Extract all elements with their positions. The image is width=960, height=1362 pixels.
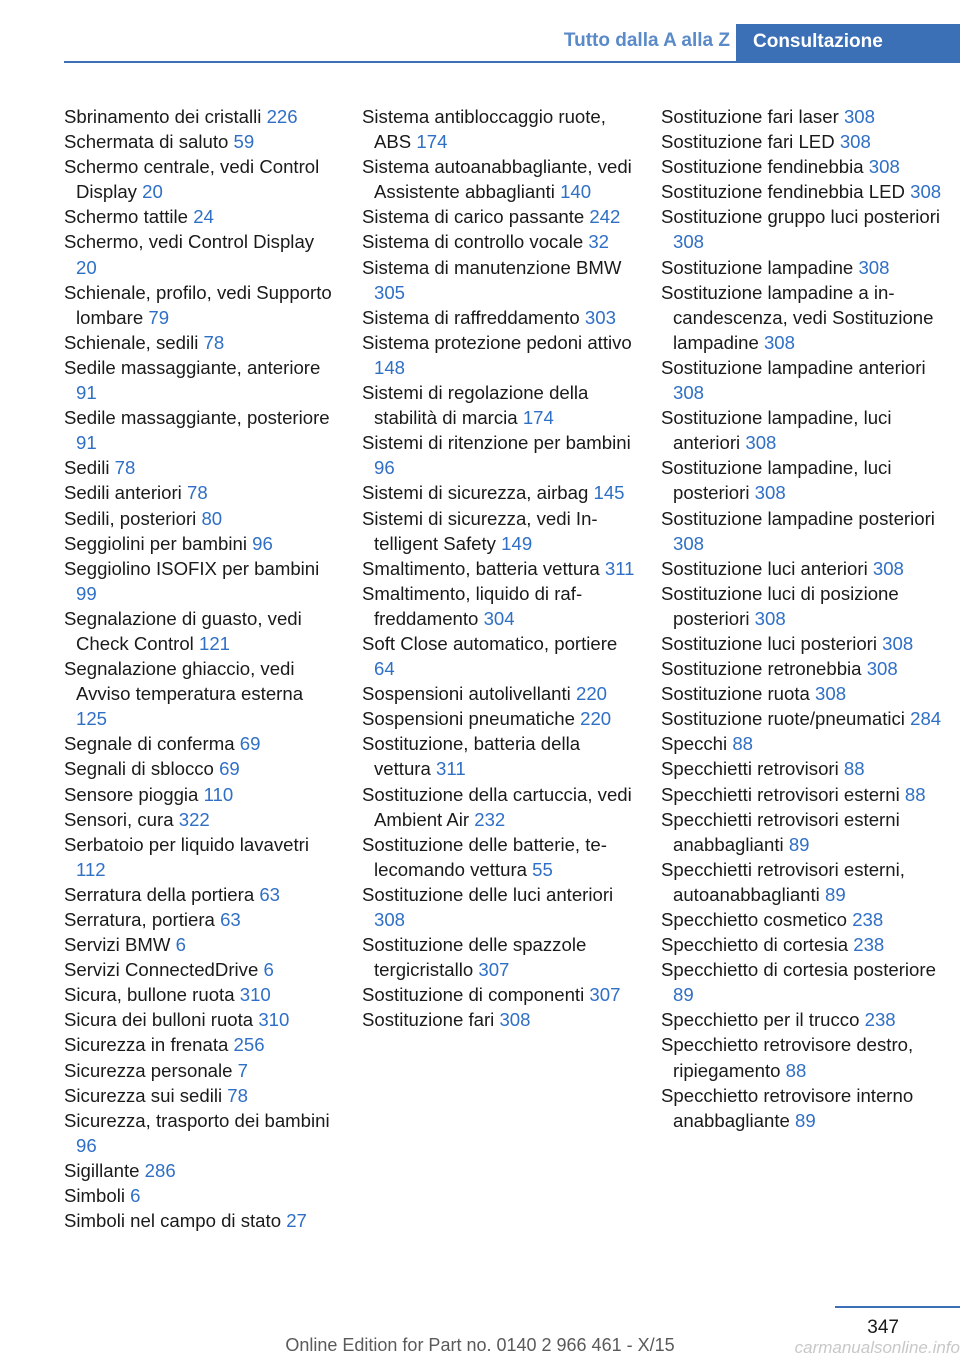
index-term: Serratura della portiera xyxy=(64,883,255,905)
index-term: Sostituzione delle luci anteriori xyxy=(362,883,614,905)
watermark: carmanualsonline.info xyxy=(794,1338,960,1357)
page-reference-link[interactable]: 121 xyxy=(198,632,231,654)
page-reference-link[interactable]: 307 xyxy=(589,984,621,1006)
index-term: Specchietto cosmetico xyxy=(661,909,848,930)
page-reference-link[interactable]: 148 xyxy=(374,356,406,378)
index-term: Sostituzione luci posteriori xyxy=(661,632,877,654)
index-entry xyxy=(362,154,637,204)
index-entry xyxy=(661,405,951,455)
page-reference-link[interactable]: 69 xyxy=(239,733,261,755)
index-term: Sedili xyxy=(64,457,110,479)
page-reference-link[interactable]: 308 xyxy=(673,382,705,404)
index-term: Schermo centrale, vedi Control Display xyxy=(64,156,320,203)
page-reference-link[interactable]: 226 xyxy=(266,106,298,127)
index-term: Sostituzione retronebbia xyxy=(661,658,862,680)
page-reference-link[interactable]: 6 xyxy=(130,1185,141,1207)
index-entry xyxy=(64,556,339,606)
index-entry xyxy=(661,179,951,204)
index-term: Sostituzione fari LED xyxy=(661,131,835,153)
page-reference-link[interactable]: 286 xyxy=(144,1159,176,1181)
index-entry xyxy=(64,606,339,656)
index-entry xyxy=(661,255,951,280)
page-reference-link[interactable]: 91 xyxy=(76,432,97,454)
page-reference-link[interactable]: 112 xyxy=(76,858,106,880)
index-term: Sospensioni pneumatiche xyxy=(362,708,575,730)
index-entry xyxy=(661,129,951,154)
page-reference-link[interactable]: 78 xyxy=(203,331,225,353)
page-reference-link[interactable]: 80 xyxy=(201,507,223,529)
index-term: Sicura dei bulloni ruota xyxy=(64,1009,254,1031)
index-entry xyxy=(661,957,951,1007)
index-entry xyxy=(362,982,637,1007)
index-entry xyxy=(64,1183,339,1208)
page-reference-link[interactable]: 88 xyxy=(732,733,754,755)
page-reference-link[interactable]: 305 xyxy=(374,281,406,303)
index-column-3 xyxy=(661,104,951,1133)
index-term: Sostituzione della cartuccia, vedi Ambient Air xyxy=(362,783,632,830)
index-entry xyxy=(64,330,339,355)
index-term: Sostituzione fendinebbia xyxy=(661,156,864,178)
page-reference-link[interactable]: 308 xyxy=(763,331,795,353)
index-term: Simboli nel campo di stato xyxy=(64,1210,282,1232)
index-term: Servizi ConnectedDrive xyxy=(64,959,259,981)
index-term: Sensori, cura xyxy=(64,808,174,830)
index-term: Seggiolini per bambini xyxy=(64,532,247,554)
index-entry xyxy=(64,204,339,229)
footer-rule xyxy=(835,1306,960,1308)
index-term: Specchietti retrovisori esterni anabbaglianti xyxy=(661,808,900,855)
index-term: Seggiolino ISOFIX per bambini xyxy=(64,557,320,579)
page-reference-link[interactable]: 140 xyxy=(560,181,592,203)
index-entry xyxy=(362,480,637,505)
index-term: Sistemi di sicurezza, airbag xyxy=(362,482,589,504)
index-term: Sostituzione fari laser xyxy=(661,106,839,127)
index-term: Specchietti retrovisori xyxy=(661,758,839,780)
page-reference-link[interactable]: 256 xyxy=(233,1034,265,1056)
index-entry xyxy=(64,104,339,129)
page-reference-link[interactable]: 55 xyxy=(532,858,553,880)
page-reference-link[interactable]: 308 xyxy=(858,256,890,278)
index-term: Sistema di raffreddamento xyxy=(362,306,580,328)
page-reference-link[interactable]: 311 xyxy=(436,758,466,780)
index-term: Sostituzione lampadine a incandescenza, vedi Sostituzione lampadine xyxy=(661,281,934,353)
index-term: Sostituzione ruote/pneumatici xyxy=(661,708,905,730)
page-reference-link[interactable]: 59 xyxy=(233,131,255,153)
index-entry xyxy=(362,104,637,154)
index-entry xyxy=(64,455,339,480)
page-reference-link[interactable]: 303 xyxy=(584,306,616,328)
index-term: Sostituzione luci anteriori xyxy=(661,557,868,579)
index-term: Sostituzione lampadine, luci anteriori xyxy=(661,407,892,454)
index-term: Sistema autoanabbagliante, vedi Assistente abbaglianti xyxy=(362,156,632,203)
index-entry xyxy=(661,907,951,932)
index-term: Smaltimento, liquido di raffreddamento xyxy=(362,582,583,629)
page-reference-link[interactable]: 91 xyxy=(76,382,97,404)
page-reference-link[interactable]: 232 xyxy=(474,808,506,830)
index-term: Sostituzione fendinebbia LED xyxy=(661,181,905,203)
index-term: Schermata di saluto xyxy=(64,131,229,153)
index-term: Sostituzione lampadine, luci posteriori xyxy=(661,457,892,504)
index-entry xyxy=(64,1108,339,1158)
index-entry xyxy=(64,756,339,781)
page-reference-link[interactable]: 308 xyxy=(866,658,898,680)
index-entry xyxy=(661,280,951,355)
index-term: Schienale, profilo, vedi Supporto lombare xyxy=(64,281,332,328)
page-reference-link[interactable]: 110 xyxy=(203,783,234,805)
index-entry xyxy=(362,631,637,681)
index-term: Sicurezza, trasporto dei bambini xyxy=(64,1109,330,1131)
index-term: Sensore pioggia xyxy=(64,783,199,805)
index-entry xyxy=(661,455,951,505)
index-term: Sostituzione gruppo luci posteriori xyxy=(661,206,941,228)
index-entry xyxy=(64,355,339,405)
page-reference-link[interactable]: 308 xyxy=(673,231,705,253)
index-term: Specchietti retrovisori esterni xyxy=(661,783,900,805)
index-entry xyxy=(661,154,951,179)
index-entry xyxy=(661,731,951,756)
index-term: Sostituzione delle batterie, telecomando vettura xyxy=(362,833,607,880)
page-reference-link[interactable]: 308 xyxy=(882,632,914,654)
page-reference-link[interactable]: 308 xyxy=(754,607,786,629)
index-term: Sospensioni autolivellanti xyxy=(362,683,571,705)
index-entry xyxy=(362,1007,637,1032)
index-term: Sistemi di ritenzione per bambini xyxy=(362,432,631,454)
index-entry xyxy=(661,204,951,254)
page-reference-link[interactable]: 308 xyxy=(839,131,871,153)
index-term: Schermo, vedi Control Display xyxy=(64,231,315,253)
index-term: Specchietto retrovisore destro, ripiegamento xyxy=(661,1034,914,1081)
index-entry xyxy=(64,480,339,505)
index-entry xyxy=(362,782,637,832)
page-reference-link[interactable]: 308 xyxy=(499,1009,531,1031)
page-reference-link[interactable]: 7 xyxy=(237,1059,248,1081)
index-term: Segnalazione di guasto, vedi Check Control xyxy=(64,607,302,654)
index-entry xyxy=(362,255,637,305)
index-term: Sigillante xyxy=(64,1159,140,1181)
page-reference-link[interactable]: 310 xyxy=(258,1009,290,1031)
index-entry xyxy=(362,706,637,731)
page-reference-link[interactable]: 24 xyxy=(193,206,214,228)
index-term: Sistemi di sicurezza, vedi Intelligent Safety xyxy=(362,507,598,554)
page-reference-link[interactable]: 304 xyxy=(483,607,515,629)
index-entry xyxy=(64,907,339,932)
page-reference-link[interactable]: 89 xyxy=(788,833,810,855)
index-term: Sostituzione di componenti xyxy=(362,984,585,1006)
index-term: Sedile massaggiante, posteriore xyxy=(64,407,330,429)
index-term: Sistema di controllo vocale xyxy=(362,231,584,253)
index-term: Specchi xyxy=(661,733,728,755)
index-term: Sostituzione lampadine anteriori xyxy=(661,356,926,378)
index-term: Schienale, sedili xyxy=(64,331,199,353)
index-entry xyxy=(64,932,339,957)
page-reference-link[interactable]: 322 xyxy=(178,808,210,830)
index-term: Sicura, bullone ruota xyxy=(64,984,235,1006)
index-entry xyxy=(661,631,951,656)
index-term: Serbatoio per liquido lavavetri xyxy=(64,833,309,855)
index-entry xyxy=(64,807,339,832)
page-reference-link[interactable]: 145 xyxy=(593,482,625,504)
page-reference-link[interactable]: 64 xyxy=(374,658,395,680)
page-reference-link[interactable]: 78 xyxy=(114,457,136,479)
index-term: Segnali di sblocco xyxy=(64,758,214,780)
page-reference-link[interactable]: 27 xyxy=(286,1210,307,1232)
page-reference-link[interactable]: 78 xyxy=(227,1084,248,1106)
index-entry xyxy=(661,932,951,957)
page-reference-link[interactable]: 311 xyxy=(604,557,635,579)
index-term: Sostituzione ruota xyxy=(661,683,810,705)
index-entry xyxy=(64,782,339,807)
index-term: Sostituzione lampadine posteriori xyxy=(661,507,935,529)
index-entry xyxy=(362,882,637,932)
index-entry xyxy=(64,731,339,756)
index-term: Sostituzione lampadine xyxy=(661,256,854,278)
index-entry xyxy=(64,129,339,154)
edition-note: Online Edition for Part no. 0140 2 966 461 - X/15 xyxy=(285,1335,675,1355)
page-reference-link[interactable]: 174 xyxy=(522,407,554,429)
index-term: Segnalazione ghiaccio, vedi Avviso temperatura esterna xyxy=(64,658,304,705)
page-reference-link[interactable]: 69 xyxy=(219,758,240,780)
index-term: Specchietto di cortesia posteriore xyxy=(661,959,936,981)
index-entry xyxy=(362,204,637,229)
page-reference-link[interactable]: 308 xyxy=(673,532,705,554)
index-term: Sedile massaggiante, anteriore xyxy=(64,356,321,378)
index-term: Sostituzione fari xyxy=(362,1009,495,1031)
page-reference-link[interactable]: 63 xyxy=(259,883,281,905)
page-reference-link[interactable]: 284 xyxy=(910,708,942,730)
index-term: Specchietto di cortesia xyxy=(661,934,849,956)
page-reference-link[interactable]: 6 xyxy=(175,934,186,956)
index-entry xyxy=(64,957,339,982)
index-entry xyxy=(661,355,951,405)
index-column-2 xyxy=(362,104,637,1032)
index-term: Simboli xyxy=(64,1185,125,1207)
page-reference-link[interactable]: 149 xyxy=(501,532,533,554)
page-reference-link[interactable]: 308 xyxy=(745,432,777,454)
page-reference-link[interactable]: 238 xyxy=(853,934,885,956)
index-term: Specchietti retrovisori esterni, autoanabbaglianti xyxy=(661,858,905,905)
page-reference-link[interactable]: 310 xyxy=(239,984,271,1006)
index-entry xyxy=(661,556,951,581)
index-entry xyxy=(661,581,951,631)
page-reference-link[interactable]: 308 xyxy=(754,482,786,504)
index-entry xyxy=(64,656,339,731)
index-term: Specchietto per il trucco xyxy=(661,1009,860,1031)
index-entry xyxy=(661,1083,951,1133)
index-entry xyxy=(64,531,339,556)
chapter-tab[interactable]: Consultazione xyxy=(736,24,960,62)
page-number: 347 xyxy=(867,1317,899,1338)
index-term: Sedili anteriori xyxy=(64,482,182,504)
page-reference-link[interactable]: 308 xyxy=(815,683,847,705)
index-term: Serratura, portiera xyxy=(64,909,215,930)
index-term: Sistema di manutenzione BMW xyxy=(362,256,622,278)
index-term: Schermo tattile xyxy=(64,206,189,228)
index-term: Sistemi di regolazione della stabilità di marcia xyxy=(362,382,589,429)
index-entry xyxy=(64,882,339,907)
index-entry xyxy=(64,1032,339,1057)
index-term: Sicurezza personale xyxy=(64,1059,233,1081)
index-entry xyxy=(64,1208,339,1233)
index-term: Sistema protezione pedoni attivo xyxy=(362,331,632,353)
page-reference-link[interactable]: 88 xyxy=(785,1059,807,1081)
index-term: Soft Close automatico, portiere xyxy=(362,632,618,654)
index-entry xyxy=(64,506,339,531)
page-reference-link[interactable]: 89 xyxy=(825,883,846,905)
index-entry xyxy=(661,506,951,556)
page-reference-link[interactable]: 308 xyxy=(872,557,904,579)
section-title: Tutto dalla A alla Z xyxy=(563,30,730,51)
page-reference-link[interactable]: 307 xyxy=(478,959,510,981)
index-term: Sicurezza in frenata xyxy=(64,1034,229,1056)
index-term: Segnale di conferma xyxy=(64,733,235,755)
index-entry xyxy=(362,330,637,380)
page-reference-link[interactable]: 96 xyxy=(76,1134,97,1156)
index-entry xyxy=(661,857,951,907)
index-entry xyxy=(362,305,637,330)
index-entry xyxy=(362,832,637,882)
index-term: Servizi BMW xyxy=(64,934,171,956)
index-entry xyxy=(661,1007,951,1032)
index-entry xyxy=(362,506,637,556)
page-reference-link[interactable]: 308 xyxy=(843,106,875,127)
page-reference-link[interactable]: 238 xyxy=(864,1009,896,1031)
index-entry xyxy=(64,280,339,330)
page-reference-link[interactable]: 242 xyxy=(589,206,621,228)
index-entry xyxy=(661,706,951,731)
index-entry xyxy=(661,807,951,857)
index-entry xyxy=(64,405,339,455)
index-entry xyxy=(64,1158,339,1183)
index-entry xyxy=(661,1032,951,1082)
page-reference-link[interactable]: 32 xyxy=(588,231,610,253)
page-reference-link[interactable]: 238 xyxy=(852,909,884,930)
index-entry xyxy=(362,380,637,430)
page-reference-link[interactable]: 88 xyxy=(904,783,926,805)
index-entry xyxy=(64,154,339,204)
index-entry xyxy=(362,681,637,706)
index-entry xyxy=(362,229,637,254)
index-term: Sostituzione luci di posizione posteriori xyxy=(661,582,899,629)
index-entry xyxy=(64,1007,339,1032)
page-reference-link[interactable]: 308 xyxy=(374,909,406,930)
page-reference-link[interactable]: 78 xyxy=(187,482,208,504)
index-entry xyxy=(64,1058,339,1083)
page-reference-link[interactable]: 88 xyxy=(843,758,865,780)
index-term: Sicurezza sui sedili xyxy=(64,1084,223,1106)
index-term: Sostituzione, batteria della vettura xyxy=(362,733,581,780)
index-entry xyxy=(362,731,637,781)
index-entry xyxy=(64,229,339,279)
page-reference-link[interactable]: 99 xyxy=(76,582,97,604)
index-entry xyxy=(661,656,951,681)
index-term: Sistema di carico passante xyxy=(362,206,585,228)
index-entry xyxy=(661,681,951,706)
page-reference-link[interactable]: 174 xyxy=(416,131,448,153)
page-reference-link[interactable]: 220 xyxy=(580,708,612,730)
index-term: Smaltimento, batteria vettura xyxy=(362,557,600,579)
index-column-1 xyxy=(64,104,339,1233)
page-reference-link[interactable]: 308 xyxy=(868,156,900,178)
page-reference-link[interactable]: 63 xyxy=(220,909,241,930)
page-reference-link[interactable]: 220 xyxy=(575,683,608,705)
index-entry xyxy=(64,1083,339,1108)
index-entry xyxy=(661,756,951,781)
index-term: Sedili, posteriori xyxy=(64,507,197,529)
page-reference-link[interactable]: 89 xyxy=(673,984,694,1006)
page-reference-link[interactable]: 89 xyxy=(795,1109,816,1131)
index-entry xyxy=(362,430,637,480)
index-entry xyxy=(64,832,339,882)
page-reference-link[interactable]: 125 xyxy=(76,708,108,730)
index-entry xyxy=(362,556,637,581)
index-entry xyxy=(362,581,637,631)
page-reference-link[interactable]: 6 xyxy=(263,959,274,981)
page-reference-link[interactable]: 96 xyxy=(374,457,395,479)
index-term: Specchietto retrovisore interno anabbagliante xyxy=(661,1084,914,1131)
page-reference-link[interactable]: 20 xyxy=(76,256,97,278)
index-entry xyxy=(64,982,339,1007)
index-entry xyxy=(362,932,637,982)
page-reference-link[interactable]: 20 xyxy=(142,181,163,203)
page-reference-link[interactable]: 308 xyxy=(910,181,942,203)
index-entry xyxy=(661,782,951,807)
index-term: Sistema antibloccaggio ruote, ABS xyxy=(362,106,606,153)
page-reference-link[interactable]: 79 xyxy=(148,306,170,328)
index-term: Sbrinamento dei cristalli xyxy=(64,106,262,127)
index-term: Sostituzione delle spazzole tergicristallo xyxy=(362,934,587,981)
index-entry xyxy=(661,104,951,129)
page-reference-link[interactable]: 96 xyxy=(252,532,273,554)
